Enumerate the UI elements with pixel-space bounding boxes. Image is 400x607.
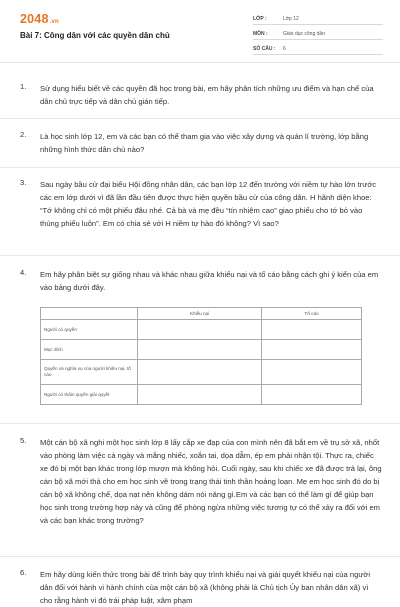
question-divider (0, 118, 400, 119)
meta-label: MÔN : (253, 31, 268, 37)
table-cell-empty[interactable] (138, 320, 262, 340)
question-number: 2. (20, 130, 27, 139)
meta-value: 6 (283, 46, 286, 52)
table-cell-empty[interactable] (138, 360, 262, 385)
table-header-row (41, 308, 362, 320)
table-row-label: Mục đích (41, 340, 138, 360)
question-number: 1. (20, 82, 27, 91)
meta-value: Giáo dục công dân (283, 31, 325, 37)
table-header-cell: Khiếu nại (138, 308, 262, 320)
meta-row-class (253, 12, 383, 25)
question-text: Sau ngày bầu cử đại biểu Hội đồng nhân dân, các bạn lớp 12 đến trường với niềm tự hào lớn trước các em lớp dưới vì đã lần đầu tiên được thực hiện quyền bầu cử của công dân. H hãnh diện khoe: “Tớ không chỉ có một phiếu đâu nhé. Cả bà và mẹ đều “tín nhiệm cao” giao phiếu cho tớ bỏ vào thùng phiếu luôn”. Em có chia sẻ với H niềm tự hào đó không? Vì sao? (40, 180, 377, 228)
meta-row-count (253, 42, 383, 55)
question-divider (0, 167, 400, 168)
header-divider (0, 62, 400, 63)
question-divider (0, 255, 400, 256)
table-row (41, 385, 362, 405)
question-number: 5. (20, 436, 27, 445)
meta-value: Lớp 12 (283, 16, 299, 22)
table-cell-empty[interactable] (262, 385, 362, 405)
logo-suffix-text: .vn (49, 19, 59, 25)
lesson-title: Bài 7: Công dân với các quyền dân chủ (20, 31, 170, 40)
table-header-cell (41, 308, 138, 320)
table-cell-empty[interactable] (262, 360, 362, 385)
table-row-label: Quyền và nghĩa vụ của người khiếu nại, tố cáo (41, 360, 138, 385)
question-number: 6. (20, 568, 27, 577)
table-header-cell: Tố cáo (262, 308, 362, 320)
logo-main-text: 2048 (20, 12, 49, 26)
table-row (41, 320, 362, 340)
question-divider (0, 423, 400, 424)
table-cell-empty[interactable] (138, 385, 262, 405)
page-header (0, 0, 400, 62)
meta-label: SỐ CÂU : (253, 46, 276, 52)
table-row-label: Người có thẩm quyền giải quyết (41, 385, 138, 405)
meta-label: LỚP : (253, 16, 267, 22)
question-number: 4. (20, 268, 27, 277)
question-number: 3. (20, 178, 27, 187)
comparison-table (40, 307, 362, 405)
site-logo[interactable] (20, 12, 59, 26)
question-divider (0, 556, 400, 557)
table-cell-empty[interactable] (262, 340, 362, 360)
question-text: Em hãy dùng kiến thức trong bài để trình bày quy trình khiếu nại và giải quyết khiếu nại của người dân đối với hành vi hành chính của một cán bộ xã (không phải là Chủ tịch Ủy ban nhân dân xã) vì cho rằng hành vi đó trái pháp luật, xâm phạm (40, 570, 371, 605)
question-text: Là học sinh lớp 12, em và các bạn có thể tham gia vào việc xây dựng và quản lí trường, lớp bằng những hình thức dân chủ nào? (40, 132, 369, 154)
meta-row-subject (253, 27, 383, 40)
question-text: Em hãy phân biệt sự giống nhau và khác nhau giữa khiếu nại và tố cáo bằng cách ghi ý kiến của em vào bảng dưới đây. (40, 270, 379, 292)
question-text: Sử dụng hiểu biết về các quyền đã học trong bài, em hãy phân tích những ưu điểm và hạn chế của dân chủ trực tiếp và dân chủ gián tiếp. (40, 84, 374, 106)
lesson-meta (253, 12, 383, 57)
question-text: Một cán bộ xã nghi một học sinh lớp 8 lấy cắp xe đạp của con mình nên đã bắt em về trụ sở xã, nhốt vào phòng làm việc cả ngày và mắng nhiếc, xoắn tai, dọa dẫm, ép em phải nhận tội. Thực ra, chiếc xe đó bị một bạn khác trong lớp mượn mà không hỏi. Cuối ngày, sau khi chiếc xe đã được trả lại, ông cán bộ xã mới thả cho em học sinh về trong trạng thái tinh thần hoảng loạn. Mẹ em học sinh đó do bị cán bộ xã không chế, dọa nạt nên không dám nói năng gì.Em và các bạn có thể làm gì để giúp bạn học sinh trong trường hợp này và cũng để phòng ngừa những việc tương tự có thể xảy ra đối với em và các bạn khác trong trường? (40, 438, 382, 525)
table-row-label: Người có quyền (41, 320, 138, 340)
table-cell-empty[interactable] (138, 340, 262, 360)
table-row (41, 340, 362, 360)
table-row (41, 360, 362, 385)
table-cell-empty[interactable] (262, 320, 362, 340)
